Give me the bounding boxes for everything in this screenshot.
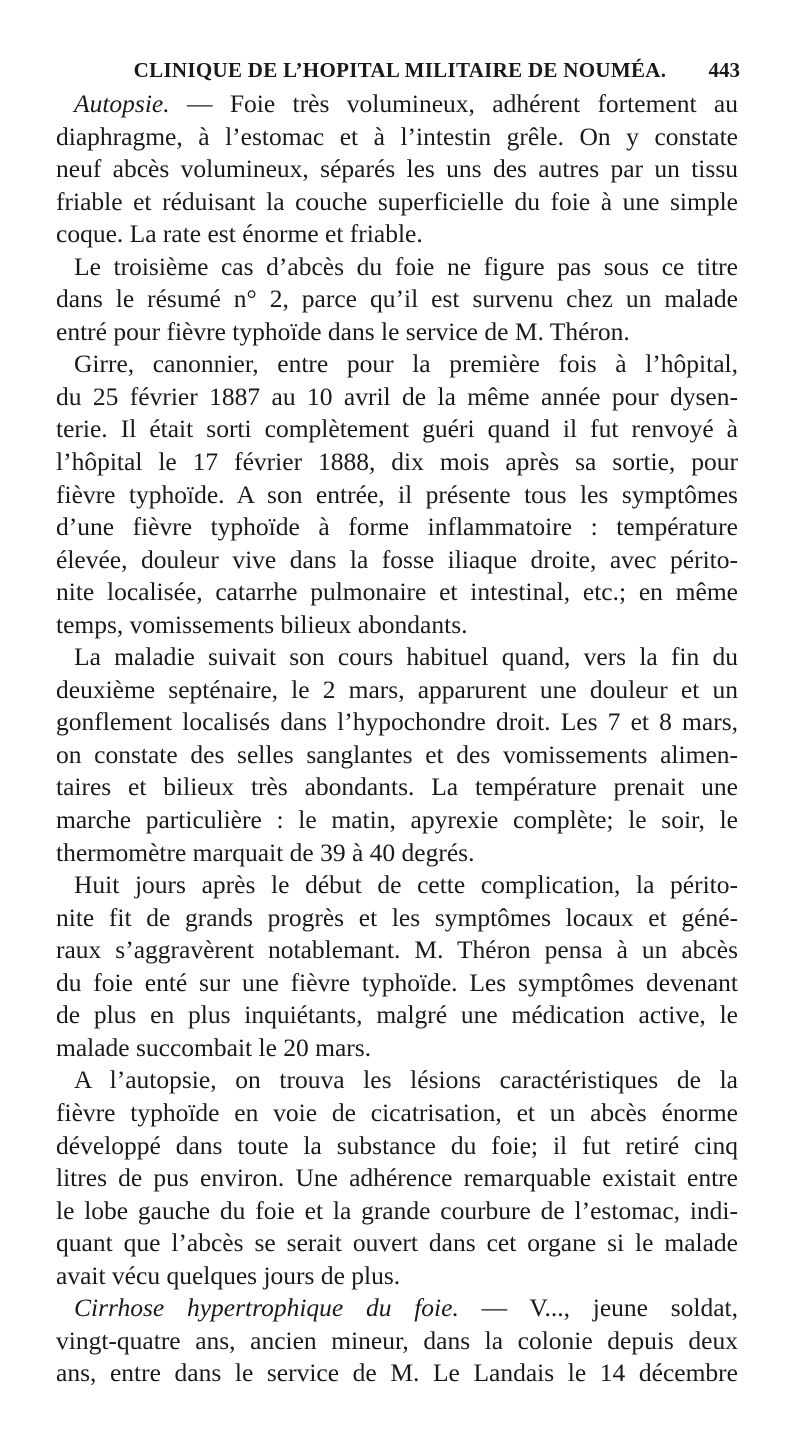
text-line: malade succombait le 20 mars.: [56, 1032, 372, 1062]
text-line: d’une fièvre typhoïde à forme inflammatoire : température: [56, 512, 738, 542]
text-line: A l’autopsie, on trouva les lésions caractéristiques de la: [74, 1065, 738, 1095]
text-line: Girre, canonnier, entre pour la première fois à l’hôpital,: [74, 349, 738, 379]
section-heading-autopsie: Autopsie.: [74, 89, 170, 118]
text-line: ans, entre dans le service de M. Le Landais le 14 décembre: [56, 1358, 738, 1388]
text-line: terie. Il était sorti complètement guéri quand il fut renvoyé à: [56, 414, 738, 444]
text-line: marche particulière : le matin, apyrexie complète; le soir, le: [56, 805, 738, 835]
text-line: élevée, douleur vive dans la fosse iliaque droite, avec périto-: [56, 544, 738, 574]
text-line: thermomètre marquait de 39 à 40 degrés.: [56, 837, 475, 867]
running-title: CLINIQUE DE L’HOPITAL MILITAIRE DE NOUMÉA.: [133, 58, 667, 82]
text-line: Autopsie. — Foie très volumineux, adhérent fortement au: [74, 89, 738, 118]
text-line: entré pour fièvre typhoïde dans le service de M. Théron.: [56, 316, 630, 346]
text-line: Huit jours après le début de cette complication, la périto-: [74, 870, 738, 900]
text-line: développé dans toute la substance du foie; il fut retiré cinq: [56, 1130, 738, 1160]
text-line: quant que l’abcès se serait ouvert dans cet organe si le malade: [56, 1228, 738, 1258]
text-line: du foie enté sur une fièvre typhoïde. Les symptômes devenant: [56, 967, 738, 997]
text-line: nite fit de grands progrès et les symptômes locaux et géné-: [56, 902, 738, 932]
text-line: litres de pus environ. Une adhérence remarquable existait entre: [56, 1163, 738, 1193]
text-line: taires et bilieux très abondants. La température prenait une: [56, 772, 738, 802]
text-line: de plus en plus inquiétants, malgré une médication active, le: [56, 1000, 738, 1030]
text-line: avait vécu quelques jours de plus.: [56, 1260, 401, 1290]
text-line: nite localisée, catarrhe pulmonaire et intestinal, etc.; en même: [56, 577, 738, 607]
running-head: [60, 58, 740, 88]
text-line: fièvre typhoïde en voie de cicatrisation, et un abcès énorme: [56, 1097, 738, 1127]
text-line: raux s’aggravèrent notablemant. M. Théron pensa à un abcès: [56, 935, 738, 965]
text-line: Le troisième cas d’abcès du foie ne figure pas sous ce titre: [74, 251, 738, 281]
text-line: on constate des selles sanglantes et des vomissements alimen-: [56, 739, 738, 769]
text-line: temps, vomissements bilieux abondants.: [56, 609, 468, 639]
body-text: [56, 88, 738, 1390]
text-line: dans le résumé n° 2, parce qu’il est survenu chez un malade: [56, 284, 738, 314]
text-line: l’hôpital le 17 février 1888, dix mois après sa sortie, pour: [56, 447, 738, 477]
text-line: vingt-quatre ans, ancien mineur, dans la colonie depuis deux: [56, 1325, 738, 1355]
text-line: fièvre typhoïde. A son entrée, il présente tous les symptômes: [56, 479, 738, 509]
text-line: du 25 février 1887 au 10 avril de la même année pour dysen-: [56, 381, 738, 411]
text-line: le lobe gauche du foie et la grande courbure de l’estomac, indi-: [56, 1195, 738, 1225]
text-line: diaphragme, à l’estomac et à l’intestin grêle. On y constate: [56, 121, 738, 151]
text-line: gonflement localisés dans l’hypochondre droit. Les 7 et 8 mars,: [56, 707, 738, 737]
text-line: deuxième septénaire, le 2 mars, apparurent une douleur et un: [56, 674, 738, 704]
text-line: friable et réduisant la couche superficielle du foie à une simple: [56, 186, 738, 216]
section-heading-cirrhose: Cirrhose hypertrophique du foie.: [74, 1293, 459, 1323]
text-line: neuf abcès volumineux, séparés les uns des autres par un tissu: [56, 154, 738, 184]
text-line: Cirrhose hypertrophique du foie. — V..., jeune soldat,: [74, 1293, 738, 1323]
page-number: 443: [708, 58, 740, 82]
text-line: coque. La rate est énorme et friable.: [56, 219, 423, 249]
text-line: La maladie suivait son cours habituel quand, vers la fin du: [74, 642, 738, 672]
